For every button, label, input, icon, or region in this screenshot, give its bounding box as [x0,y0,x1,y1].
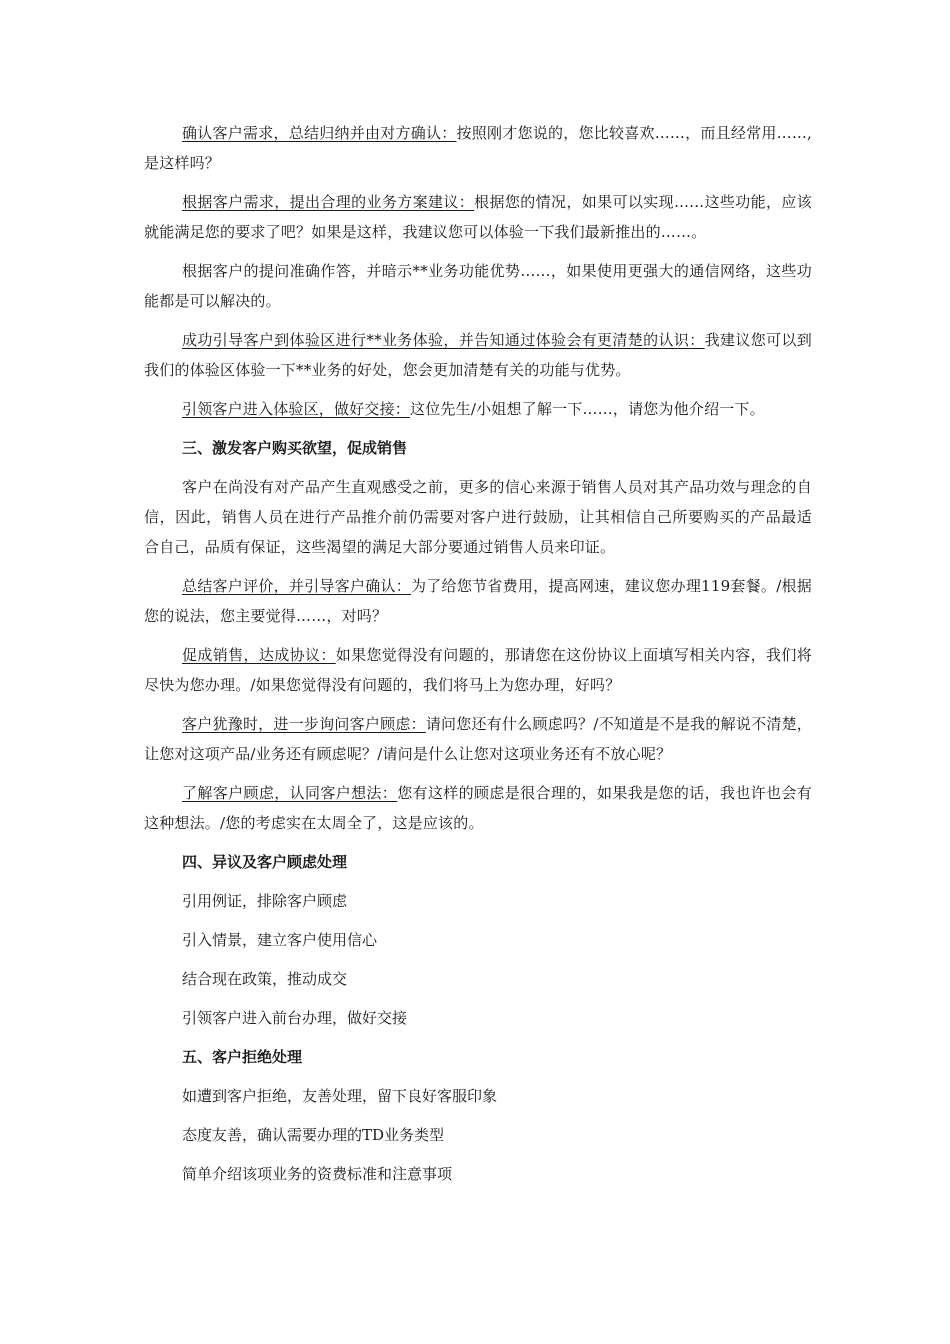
paragraph-confirm-needs [144,118,812,178]
underlined-lead: 客户犹豫时，进一步询问客户顾虑： [182,715,426,733]
underlined-lead: 引领客户进入体验区，做好交接： [182,400,411,418]
paragraph-propose-plan [144,187,812,247]
section-heading-4: 四、异议及客户顾虑处理 [182,853,348,871]
paragraph-guide-to-experience [144,325,812,385]
paragraph-text: 请问您还有什么顾虑吗？/不知道是不是我的解说不清楚，让您对这项产品/业务还有顾虑呢？/请问是什么让您对这项业务还有不放心呢？ [144,715,813,763]
paragraph-text: 您有这样的顾虑是很合理的，如果我是您的话，我也许也会有这种想法。/您的考虑实在太周全了，这是应该的。 [144,784,812,832]
paragraph-understand-concerns [144,778,812,838]
underlined-lead: 了解客户顾虑，认同客户想法： [182,784,398,802]
underlined-lead: 根据客户需求，提出合理的业务方案建议： [182,193,475,211]
paragraph-text: 我建议您可以到我们的体验区体验一下**业务的好处，您会更加清楚有关的功能与优势。 [144,331,812,379]
underlined-lead: 促成销售，达成协议： [182,646,336,664]
list-item: 态度友善，确认需要办理的TD业务类型 [182,1126,445,1144]
section-heading-5: 五、客户拒绝处理 [182,1048,303,1066]
paragraph-text: 按照刚才您说的，您比较喜欢……，而且经常用……,是这样吗？ [144,124,812,172]
underlined-lead: 成功引导客户到体验区进行**业务体验，并告知通过体验会有更清楚的认识： [182,331,705,349]
paragraph-text: 为了给您节省费用，提高网速，建议您办理119套餐。/根据您的说法，您主要觉得……，对吗？ [144,577,812,625]
section-heading-3: 三、激发客户购买欲望，促成销售 [182,439,408,457]
paragraph-summarize-evaluation [144,571,812,631]
paragraph-handover [144,394,812,424]
list-item: 引用例证，排除客户顾虑 [182,892,348,910]
list-item: 结合现在政策，推动成交 [182,970,348,988]
list-item: 引领客户进入前台办理，做好交接 [182,1009,408,1027]
document-body [144,118,812,1198]
paragraph-text: 客户在尚没有对产品产生直观感受之前，更多的信心来源于销售人员对其产品功效与理念的自信，因此，销售人员在进行产品推介前仍需要对客户进行鼓励，让其相信自己所要购买的产品最适合自己，品质有保证，这些渴望的满足大部分要通过销售人员来印证。 [144,478,812,556]
paragraph-confidence [144,472,812,562]
paragraph-text: 根据您的情况，如果可以实现……这些功能，应该就能满足您的要求了吧？如果是这样，我建议您可以体验一下我们最新推出的……。 [144,193,812,241]
paragraph-hesitation [144,709,812,769]
list-item: 如遭到客户拒绝，友善处理，留下良好客服印象 [182,1087,498,1105]
underlined-lead: 总结客户评价，并引导客户确认： [182,577,412,595]
list-item: 引入情景，建立客户使用信心 [182,931,378,949]
paragraph-text: 根据客户的提问准确作答，并暗示**业务功能优势……，如果使用更强大的通信网络，这些功能都是可以解决的。 [144,262,812,310]
underlined-lead: 确认客户需求，总结归纳并由对方确认： [182,124,457,142]
paragraph-close-sale [144,640,812,700]
paragraph-text: 如果您觉得没有问题的，那请您在这份协议上面填写相关内容，我们将尽快为您办理。/如果您觉得没有问题的，我们将马上为您办理，好吗？ [144,646,812,694]
list-item: 简单介绍该项业务的资费标准和注意事项 [182,1165,453,1183]
paragraph-answer-questions [144,256,812,316]
paragraph-text: 这位先生/小姐想了解一下……，请您为他介绍一下。 [410,400,765,418]
